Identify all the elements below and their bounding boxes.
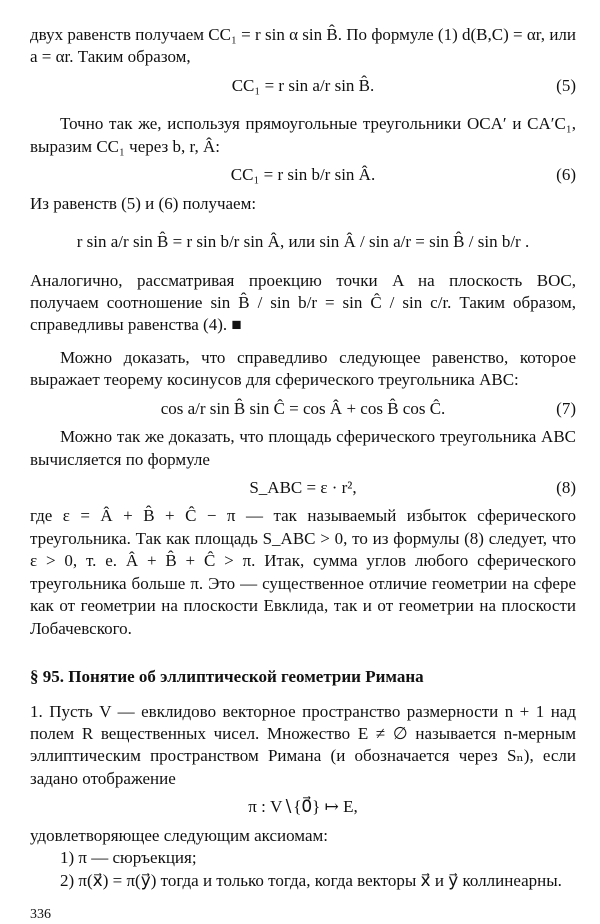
equation-7-text: cos a/r sin B̂ sin Ĉ = cos Â + cos B̂ cos Ĉ. xyxy=(160,398,446,418)
equation-map xyxy=(30,796,576,818)
equation-map-text: π : V∖{0⃗} ↦ E, xyxy=(248,797,358,817)
equation-ratio xyxy=(30,231,576,253)
paragraph-1: двух равенств получаем CC₁ = r sin α sin B̂. По формуле (1) d(B,C) = αr, или a = αr. Таким образом, xyxy=(30,25,576,67)
equation-5 xyxy=(30,75,576,97)
equation-ratio-text: r sin a/r sin B̂ = r sin b/r sin Â, или sin Â / sin a/r = sin B̂ / sin b/r . xyxy=(76,232,530,252)
page-number: 336 xyxy=(30,907,51,922)
equation-6-text: CC₁ = r sin b/r sin Â. xyxy=(230,165,376,185)
paragraph-5: Можно доказать, что справедливо следующее равенство, которое выражает теорему косинусов для сферического треугольника ABC: xyxy=(30,347,576,390)
section-heading: § 95. Понятие об эллиптической геометрии Римана xyxy=(30,667,424,687)
equation-8 xyxy=(30,477,576,499)
equation-5-text: CC₁ = r sin a/r sin B̂. xyxy=(231,75,375,95)
equation-5-number: (5) xyxy=(556,75,576,95)
paragraph-9: удовлетворяющее следующим аксиомам: xyxy=(30,825,328,845)
equation-7-number: (7) xyxy=(556,398,576,418)
equation-7 xyxy=(30,398,576,420)
paragraph-6: Можно так же доказать, что площадь сферического треугольника ABC вычисляется по формуле xyxy=(30,427,576,469)
paragraph-2: Точно так же, используя прямоугольные треугольники OCA′ и CA′C₁, выразим CC₁ через b, r, Â: xyxy=(30,114,576,156)
paragraph-4: Аналогично, рассматривая проекцию точки A на плоскость BOC, получаем соотношение sin B̂ / sin b/r = sin Ĉ / sin c/r. Таким образом, справедливы равенства (4). ■ xyxy=(30,270,576,335)
paragraph-7: где ε = Â + B̂ + Ĉ − π — так называемый избыток сферического треугольника. Так как площадь S_ABC > 0, то из формулы (8) следует, что ε > 0, т. е. Â + B̂ + Ĉ > π. Итак, сумма углов любого сферического треугольника больше π. Это — существенное отличие геометрии на сфере как от геометрии на плоскости Евклида, так и от геометрии на плоскости Лобачевского. xyxy=(30,506,576,638)
equation-6 xyxy=(30,164,576,186)
axiom-2: 2) π(x⃗) = π(y⃗) тогда и только тогда, когда векторы x⃗ и y⃗ коллинеарны. xyxy=(60,870,562,890)
paragraph-3: Из равенств (5) и (6) получаем: xyxy=(30,193,257,213)
equation-8-number: (8) xyxy=(556,478,576,497)
book-page xyxy=(30,24,576,924)
equation-6-number: (6) xyxy=(556,165,576,185)
equation-8-text: S_ABC = ε · r², xyxy=(249,478,357,497)
paragraph-8: 1. Пусть V — евклидово векторное пространство размерности n + 1 над полем R вещественных чисел. Множество E ≠ ∅ называется n-мерным эллиптическим пространством Римана (и обозначается через Sₙ), если задано отображение xyxy=(30,701,576,788)
axiom-1: 1) π — сюръекция; xyxy=(60,848,197,868)
